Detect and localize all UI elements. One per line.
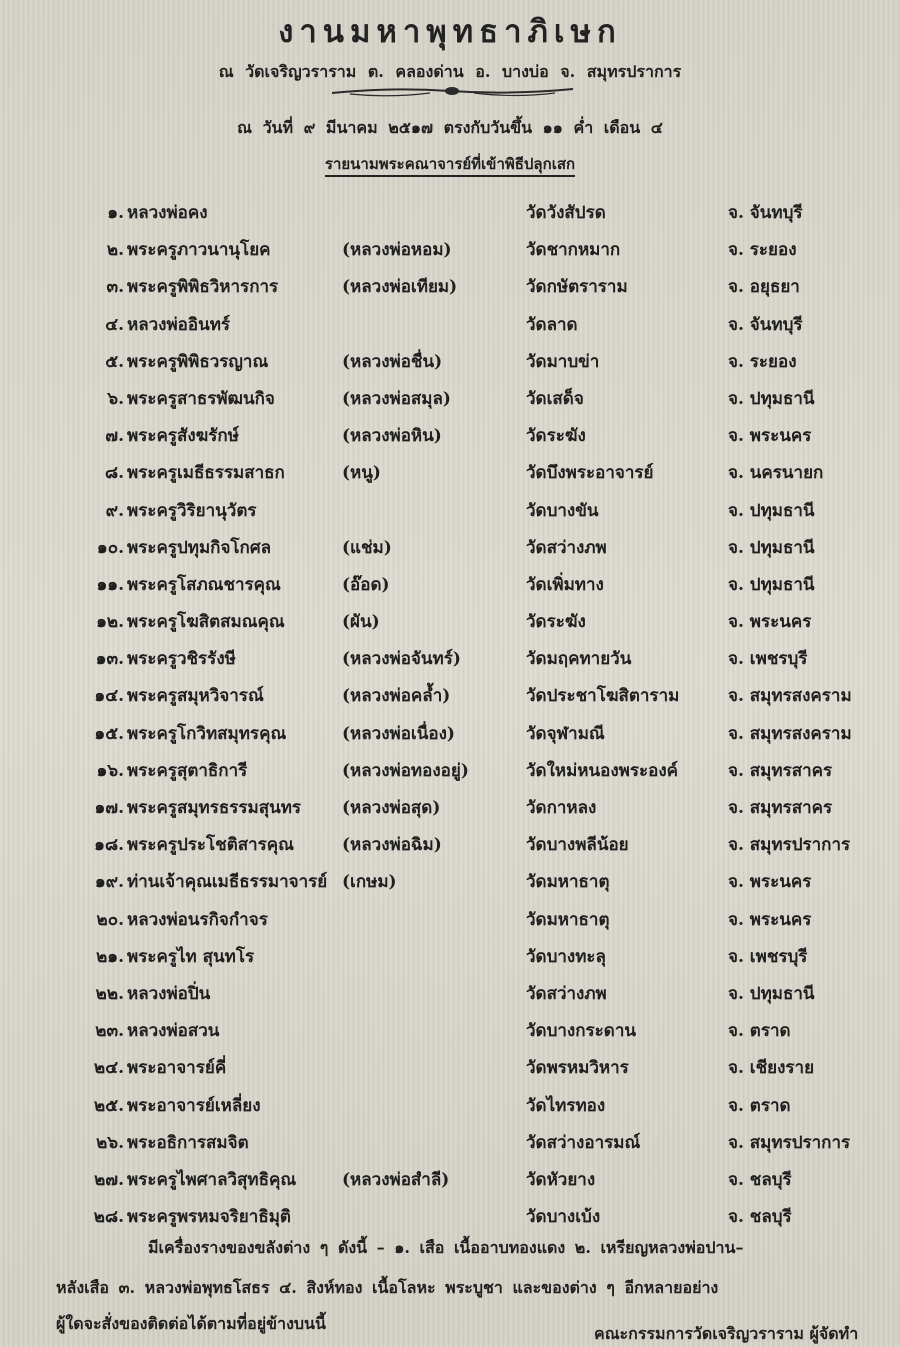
monk-alias: (แช่ม) (342, 537, 392, 558)
monk-name: พระครูโสภณชารคุณ (127, 574, 281, 595)
monk-name: หลวงพ่อนรกิจกำจร (127, 909, 268, 930)
monk-alias: (หลวงพ่อฉิม) (342, 835, 442, 856)
monk-name: หลวงพ่อปิ่น (127, 983, 211, 1004)
divider-ornament (330, 84, 575, 98)
province-name: จ. จันทบุรี (728, 314, 803, 335)
temple-name: วัดหัวยาง (526, 1169, 596, 1190)
list-item (0, 674, 900, 711)
temple-name: วัดบางเบ้ง (526, 1207, 601, 1228)
monk-name: พระอาจารย์คี่ (127, 1058, 227, 1079)
item-number: ๒๑. (96, 946, 124, 967)
item-number: ๒๓. (95, 1021, 124, 1042)
list-item (0, 1121, 900, 1158)
monk-alias: (หลวงพ่อสุด) (342, 798, 441, 818)
monk-name: พระครูพิพิธวิหารการ (127, 277, 279, 298)
province-name: จ. ระยอง (728, 351, 797, 372)
monk-name: พระครูประโชติสารคุณ (127, 835, 294, 856)
monk-name: พระอาจารย์เหลี่ยง (127, 1095, 261, 1116)
temple-name: วัดเสด็จ (526, 388, 584, 409)
monk-alias: (หลวงพ่อหิน) (342, 426, 442, 447)
temple-name: วัดกษัตราราม (526, 277, 628, 298)
item-number: ๑๗. (94, 798, 124, 818)
list-item (0, 600, 900, 637)
monk-name: พระครูเมธีธรรมสาธก (127, 463, 285, 484)
province-name: จ. ตราด (728, 1021, 791, 1042)
monk-name: หลวงพ่ออินทร์ (127, 314, 231, 335)
monk-name: หลวงพ่อคง (127, 203, 208, 223)
item-number: ๖. (107, 388, 124, 409)
monk-alias: (หลวงพ่อเนื่อง) (342, 723, 455, 744)
province-name: จ. พระนคร (728, 612, 812, 633)
list-item (0, 303, 900, 340)
monk-name: พระครูสุตาธิการี (127, 760, 248, 781)
list-item (0, 786, 900, 823)
province-name: จ. นครนายก (728, 463, 824, 484)
list-item (0, 898, 900, 935)
temple-name: วัดลาด (526, 314, 578, 335)
list-item (0, 1158, 900, 1195)
province-name: จ. สมุทรสงคราม (728, 686, 852, 707)
temple-name: วัดใหม่หนองพระองค์ (526, 760, 678, 781)
monk-name: พระครูสมุทรธรรมสุนทร (127, 798, 302, 818)
monk-name: ท่านเจ้าคุณเมธีธรรมาจารย์ (127, 872, 328, 893)
item-number: ๒๕. (94, 1095, 124, 1116)
list-item (0, 637, 900, 674)
monk-name: พระครูพรหมจริยาธิมุติ (127, 1207, 291, 1228)
signature-line: คณะกรรมการวัดเจริญวราราม ผู้จัดทำ (594, 1324, 859, 1343)
list-item (0, 191, 900, 228)
monk-alias: (อ๊อด) (342, 574, 390, 595)
item-number: ๗. (105, 426, 124, 447)
monk-name: พระครูพิพิธวรญาณ (127, 351, 269, 372)
temple-name: วัดวังสัปรด (526, 203, 606, 223)
list-item (0, 1084, 900, 1121)
item-number: ๑๒. (96, 612, 124, 633)
list-item (0, 1195, 900, 1232)
province-name: จ. ปทุมธานี (728, 574, 815, 595)
province-name: จ. สมุทรสาคร (728, 798, 833, 818)
temple-name: วัดมหาธาตุ (526, 872, 610, 893)
monk-alias: (หลวงพ่อชื่น) (342, 351, 443, 372)
item-number: ๔. (105, 314, 124, 335)
footer-line-2: หลังเสือ ๓. หลวงพ่อพุทธโสธร ๔. สิงห์ทอง เนื้อโลหะ พระบูชา และของต่าง ๆ อีกหลายอย่าง (56, 1278, 719, 1297)
monk-name: พระครูโกวิทสมุทรคุณ (127, 723, 287, 744)
province-name: จ. ปทุมธานี (728, 983, 815, 1004)
province-name: จ. สมุทรปราการ (728, 835, 851, 856)
monk-name: พระครูสังฆรักษ์ (127, 426, 239, 447)
temple-name: วัดจุฬามณี (526, 723, 605, 744)
province-name: จ. สมุทรปราการ (728, 1132, 851, 1153)
list-item (0, 228, 900, 265)
list-item (0, 972, 900, 1009)
item-number: ๑๐. (96, 537, 124, 558)
list-item (0, 451, 900, 488)
temple-name: วัดบึงพระอาจารย์ (526, 463, 654, 484)
temple-name: วัดสว่างอารมณ์ (526, 1132, 641, 1153)
temple-name: วัดมหาธาตุ (526, 909, 610, 930)
list-item (0, 1009, 900, 1046)
province-name: จ. เพชรบุรี (728, 946, 808, 967)
item-number: ๒๖. (96, 1132, 124, 1153)
item-number: ๑๑. (96, 574, 124, 595)
item-number: ๑๔. (94, 686, 124, 707)
monk-alias: (หลวงพ่อหอม) (342, 240, 452, 261)
province-name: จ. เพชรบุรี (728, 649, 808, 670)
list-item (0, 823, 900, 860)
list-item (0, 265, 900, 302)
temple-name: วัดระฆัง (526, 612, 586, 633)
province-name: จ. ปทุมธานี (728, 537, 815, 558)
monk-alias: (หลวงพ่อสำลี) (342, 1169, 450, 1190)
monk-name: พระครูไท สุนทโร (127, 946, 255, 967)
monk-alias: (ผัน) (342, 612, 380, 633)
province-name: จ. สมุทรสาคร (728, 760, 833, 781)
footer-line-3: ผู้ใดจะสั่งของติดต่อได้ตามที่อยู่ข้างบนนี้ (56, 1314, 326, 1333)
item-number: ๕. (105, 351, 124, 372)
item-number: ๒. (106, 240, 124, 261)
list-item (0, 526, 900, 563)
province-name: จ. ชลบุรี (728, 1169, 792, 1190)
temple-name: วัดไทรทอง (526, 1095, 606, 1116)
item-number: ๑๓. (95, 649, 124, 670)
temple-name: วัดบางทะลุ (526, 946, 606, 967)
province-name: จ. ชลบุรี (728, 1207, 792, 1228)
list-item (0, 414, 900, 451)
temple-name: วัดชากหมาก (526, 240, 621, 261)
temple-name: วัดบางกระดาน (526, 1021, 636, 1042)
temple-name: วัดมฤคทายวัน (526, 649, 632, 670)
item-number: ๑๙. (94, 872, 124, 893)
temple-name: วัดพรหมวิหาร (526, 1058, 629, 1079)
item-number: ๒๐. (96, 909, 124, 930)
list-item (0, 563, 900, 600)
monk-name: พระครูวิริยานุวัตร (127, 500, 257, 521)
item-number: ๑๘. (94, 835, 124, 856)
monk-name: พระครูภาวนานุโยค (127, 240, 271, 261)
monk-name: พระครูสมุหวิจารณ์ (127, 686, 264, 707)
venue-line: ณ วัดเจริญวราราม ต. คลองด่าน อ. บางบ่อ จ. สมุทรปราการ (218, 62, 682, 81)
temple-name: วัดสว่างภพ (526, 537, 607, 558)
monk-name: พระครูวชิรรังษี (127, 649, 236, 670)
list-item (0, 749, 900, 786)
province-name: จ. พระนคร (728, 909, 812, 930)
monk-name: พระครูสาธรพัฒนกิจ (127, 388, 275, 409)
item-number: ๑. (107, 203, 124, 223)
monk-alias: (หลวงพ่อสมุล) (342, 388, 451, 409)
monk-alias: (หนู) (342, 463, 381, 484)
province-name: จ. ปทุมธานี (728, 500, 815, 521)
temple-name: วัดกาหลง (526, 798, 597, 818)
list-item (0, 860, 900, 897)
monk-alias: (หลวงพ่อคล้ำ) (342, 686, 451, 707)
monk-name: พระอธิการสมจิต (127, 1132, 249, 1153)
footer-line-1: มีเครื่องรางของขลังต่าง ๆ ดังนี้ – ๑. เสือ เนื้ออาบทองแดง ๒. เหรียญหลวงพ่อปาน– (148, 1238, 744, 1257)
monk-name: พระครูปทุมกิจโกศล (127, 537, 272, 558)
list-item (0, 712, 900, 749)
monk-alias: (เกษม) (342, 872, 397, 893)
item-number: ๑๕. (94, 723, 124, 744)
temple-name: วัดบางขัน (526, 500, 599, 521)
item-number: ๒๘. (93, 1207, 124, 1228)
temple-name: วัดสว่างภพ (526, 983, 607, 1004)
item-number: ๓. (106, 277, 124, 298)
list-item (0, 489, 900, 526)
list-item (0, 935, 900, 972)
province-name: จ. ระยอง (728, 240, 797, 261)
item-number: ๒๗. (94, 1169, 124, 1190)
province-name: จ. จันทบุรี (728, 203, 803, 223)
temple-name: วัดประชาโฆสิตาราม (526, 686, 680, 707)
item-number: ๒๒. (95, 983, 124, 1004)
province-name: จ. ปทุมธานี (728, 388, 815, 409)
item-number: ๘. (104, 463, 124, 484)
list-subtitle: รายนามพระคณาจารย์ที่เข้าพิธีปลุกเสก (0, 152, 900, 176)
item-number: ๒๔. (94, 1058, 124, 1079)
monk-name: พระครูโฆสิตสมณคุณ (127, 612, 285, 633)
monk-name: หลวงพ่อสวน (127, 1021, 220, 1042)
monk-alias: (หลวงพ่อจันทร์) (342, 649, 461, 670)
monk-list (0, 191, 900, 1232)
temple-name: วัดมาบข่า (526, 351, 600, 372)
monk-alias: (หลวงพ่อทองอยู่) (342, 760, 469, 781)
province-name: จ. อยุธยา (728, 277, 800, 298)
list-item (0, 377, 900, 414)
province-name: จ. พระนคร (728, 426, 812, 447)
list-item (0, 1046, 900, 1083)
province-name: จ. พระนคร (728, 872, 812, 893)
document-title: งานมหาพุทธาภิเษก (278, 14, 622, 50)
province-name: จ. สมุทรสงคราม (728, 723, 852, 744)
list-item (0, 340, 900, 377)
item-number: ๙. (105, 500, 124, 521)
item-number: ๑๖. (96, 760, 124, 781)
province-name: จ. ตราด (728, 1095, 791, 1116)
temple-name: วัดระฆัง (526, 426, 586, 447)
monk-alias: (หลวงพ่อเทียม) (342, 277, 458, 298)
date-line: ณ วันที่ ๙ มีนาคม ๒๕๑๗ ตรงกับวันขึ้น ๑๑ ค่ำ เดือน ๔ (237, 118, 663, 137)
province-name: จ. เชียงราย (728, 1058, 815, 1079)
temple-name: วัดเพิ่มทาง (526, 574, 604, 595)
monk-name: พระครูไพศาลวิสุทธิคุณ (127, 1169, 297, 1190)
temple-name: วัดบางพลีน้อย (526, 835, 629, 856)
